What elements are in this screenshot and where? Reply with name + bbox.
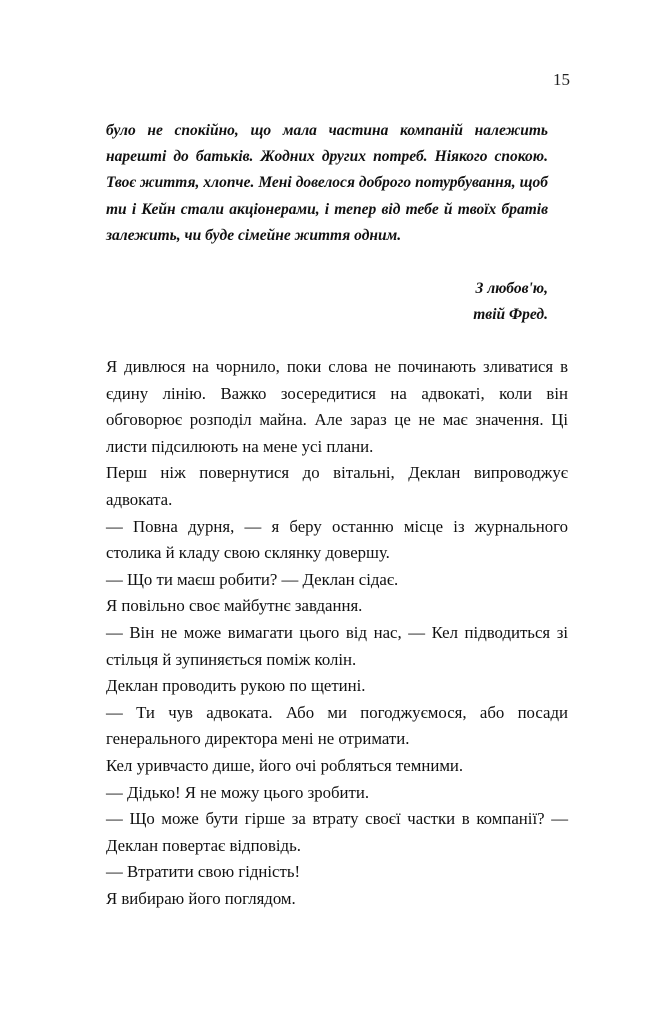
letter-signature: твій Фред. [473,306,548,323]
body-paragraph-10: — Дідько! Я не можу цього зробити. [106,782,370,802]
body-paragraph-11: — Що може бути гірше за втрату своєї частки в компанії? — Деклан повертає відповідь. [106,809,568,855]
body-paragraph-6: — Він не може вимагати цього від нас, — Кел підводиться зі стільця й зупиняється поміж колін. [106,622,568,669]
main-body-text [106,354,568,912]
body-paragraph-9: Кел уривчасто дише, його очі робляться темними. [106,755,464,775]
letter-paragraph: було не спокійно, що мала частина компаній належить нарешті до батьків. Жодних других потреб. Ніякого спокою. Твоє життя, хлопче. Мені довелося доброго потурбування, щоб ти і Кейн стали акціонерами, і тепер від тебе й твоїх братів залежить, чи буде сімейне життя одним. [106,122,548,244]
body-paragraph-13: Я вибираю його поглядом. [106,888,296,908]
body-paragraph-2: Перш ніж повернутися до вітальні, Деклан випроводжує адвоката. [106,463,568,509]
letter-closing: З любов'ю, [475,280,548,297]
letter-signature-block [473,276,548,328]
body-paragraph-3: — Повна дурня, — я беру останню місце із журнального столика й кладу свою склянку довершу. [106,516,568,563]
body-paragraph-8: — Ти чув адвоката. Або ми погоджуємося, або посади генерального директора мені не отримати. [106,702,568,749]
letter-text [106,118,548,249]
body-paragraph-5: Я повільно своє майбутнє завдання. [106,596,363,616]
page-number: 15 [553,70,570,89]
body-paragraph-12: — Втратити свою гідність! [106,862,301,882]
body-paragraph-4: — Що ти маєш робити? — Деклан сідає. [106,569,399,589]
body-paragraph-1: Я дивлюся на чорнило, поки слова не починають зливатися в єдину лінію. Важко зосередитися на адвокаті, коли він обговорює розподіл майна. Але зараз це не має значення. Ці листи підсилюють на мене усі плани. [106,357,568,456]
body-paragraph-7: Деклан проводить рукою по щетині. [106,676,366,696]
